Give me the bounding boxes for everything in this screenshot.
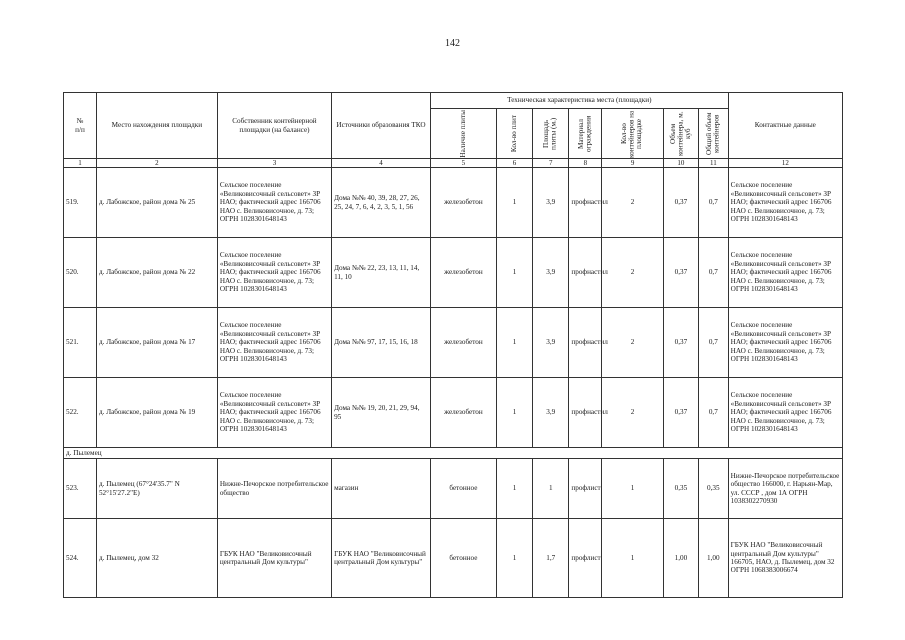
row-num: 520. [64,238,97,308]
row-base: железобетон [430,308,496,378]
column-number: 3 [217,159,331,168]
row-fence-material: профнастил [569,308,602,378]
row-sources: ГБУК НАО "Великовисочный центральный Дом культуры" [332,519,431,598]
row-total-volume: 0,7 [699,238,729,308]
row-container-count: 2 [602,238,664,308]
row-contacts: Сельское поселение «Великовисочный сельсовет» ЗР НАО; фактический адрес 166706 НАО с. Великовисочное, д. 73; ОГРН 1028301648143 [728,168,842,238]
table-row [64,238,843,308]
column-number: 12 [728,159,842,168]
row-num: 519. [64,168,97,238]
row-fence-material: профлист [569,519,602,598]
row-slab-area: 1 [533,459,569,519]
row-total-volume: 1,00 [699,519,729,598]
column-number: 2 [96,159,217,168]
column-number: 10 [663,159,698,168]
row-total-volume: 0,7 [699,378,729,448]
row-base: железобетон [430,168,496,238]
row-location: д. Лабожское, район дома № 17 [96,308,217,378]
row-owner: Сельское поселение «Великовисочный сельсовет» ЗР НАО; фактический адрес 166706 НАО с. Великовисочное, д. 73; ОГРН 1028301648143 [217,168,331,238]
row-slab-count: 1 [496,519,532,598]
column-number: 7 [533,159,569,168]
table-row [64,378,843,448]
row-location: д. Лабожское, район дома № 19 [96,378,217,448]
row-slab-area: 3,9 [533,378,569,448]
header-sources: Источники образования ТКО [332,93,431,159]
column-number: 5 [430,159,496,168]
row-location: д. Лабожское, район дома № 25 [96,168,217,238]
table-row [64,459,843,519]
row-fence-material: профлист [569,459,602,519]
header-base: Наличие плиты [458,109,467,158]
header-container-count: Кол-во контейнеров на площадке [620,109,644,158]
row-sources: Дома №№ 97, 17, 15, 16, 18 [332,308,431,378]
row-sources: магазин [332,459,431,519]
row-num: 521. [64,308,97,378]
table-row [64,168,843,238]
row-slab-area: 3,9 [533,168,569,238]
row-container-volume: 0,37 [663,308,698,378]
row-fence-material: профнастил [569,378,602,448]
header-container-volume: Объем контейнера, м. куб [668,111,692,156]
row-container-count: 1 [602,459,664,519]
row-total-volume: 0,7 [699,308,729,378]
row-container-volume: 0,37 [663,238,698,308]
header-location: Место нахождения площадки [96,93,217,159]
row-total-volume: 0,35 [699,459,729,519]
row-location: д. Пылемец, дом 32 [96,519,217,598]
row-contacts: Сельское поселение «Великовисочный сельсовет» ЗР НАО; фактический адрес 166706 НАО с. Великовисочное, д. 73; ОГРН 1028301648143 [728,378,842,448]
header-slab-count: Кол-во плит [509,114,518,153]
row-slab-count: 1 [496,308,532,378]
table-row [64,308,843,378]
header-num: № п/п [64,93,97,159]
row-fence-material: профнастил [569,238,602,308]
row-owner: ГБУК НАО "Великовисочный центральный Дом культуры" [217,519,331,598]
row-container-volume: 0,37 [663,168,698,238]
row-contacts: Нижне-Печорское потребительское общество 166000, г. Нарьян-Мар, ул. СССР , дом 1А ОГРН 1038302270930 [728,459,842,519]
column-number: 6 [496,159,532,168]
section-row [64,448,843,459]
row-fence-material: профнастил [569,168,602,238]
row-slab-area: 3,9 [533,308,569,378]
row-slab-count: 1 [496,238,532,308]
row-container-count: 1 [602,519,664,598]
column-number: 1 [64,159,97,168]
header-slab-area: Площадь плиты (м.) [542,117,558,150]
row-sources: Дома №№ 19, 20, 21, 29, 94, 95 [332,378,431,448]
row-num: 522. [64,378,97,448]
header-total-volume: Общий объем контейнеров [704,112,721,155]
row-owner: Сельское поселение «Великовисочный сельсовет» ЗР НАО; фактический адрес 166706 НАО с. Великовисочное, д. 73; ОГРН 1028301648143 [217,378,331,448]
row-container-count: 2 [602,378,664,448]
row-owner: Сельское поселение «Великовисочный сельсовет» ЗР НАО; фактический адрес 166706 НАО с. Великовисочное, д. 73; ОГРН 1028301648143 [217,308,331,378]
row-base: железобетон [430,238,496,308]
row-num: 523. [64,459,97,519]
row-location: д. Пылемец (67°24'35.7" N 52°15'27.2"E) [96,459,217,519]
row-slab-count: 1 [496,378,532,448]
row-container-volume: 1,00 [663,519,698,598]
table-row [64,519,843,598]
page-number: 142 [445,38,460,49]
container-sites-table [63,92,843,598]
row-total-volume: 0,7 [699,168,729,238]
header-owner: Собственник контейнерной площадки (на балансе) [217,93,331,159]
column-number: 9 [602,159,664,168]
header-contacts: Контактные данные [728,93,842,159]
row-container-volume: 0,35 [663,459,698,519]
column-number: 4 [332,159,431,168]
column-number: 8 [569,159,602,168]
row-contacts: Сельское поселение «Великовисочный сельсовет» ЗР НАО; фактический адрес 166706 НАО с. Великовисочное, д. 73; ОГРН 1028301648143 [728,238,842,308]
row-base: бетонное [430,519,496,598]
row-contacts: ГБУК НАО "Великовисочный центральный Дом культуры" 166705, НАО, д. Пылемец, дом 32 ОГРН 1068383006674 [728,519,842,598]
column-number: 11 [699,159,729,168]
section-title: д. Пылемец [64,448,843,459]
row-contacts: Сельское поселение «Великовисочный сельсовет» ЗР НАО; фактический адрес 166706 НАО с. Великовисочное, д. 73; ОГРН 1028301648143 [728,308,842,378]
row-owner: Нижне-Печорское потребительское общество [217,459,331,519]
row-base: железобетон [430,378,496,448]
row-base: бетонное [430,459,496,519]
row-slab-count: 1 [496,168,532,238]
row-sources: Дома №№ 22, 23, 13, 11, 14, 11, 10 [332,238,431,308]
row-owner: Сельское поселение «Великовисочный сельсовет» ЗР НАО; фактический адрес 166706 НАО с. Великовисочное, д. 73; ОГРН 1028301648143 [217,238,331,308]
row-location: д. Лабожское, район дома № 22 [96,238,217,308]
column-number-row [64,159,843,168]
row-container-count: 2 [602,308,664,378]
row-sources: Дома №№ 40, 39, 28, 27, 26, 25, 24, 7, 6, 4, 2, 3, 5, 1, 56 [332,168,431,238]
row-container-volume: 0,37 [663,378,698,448]
row-container-count: 2 [602,168,664,238]
row-num: 524. [64,519,97,598]
row-slab-area: 3,9 [533,238,569,308]
header-fence-material: Материал ограждения [576,115,593,152]
header-tech-group: Техническая характеристика места (площадки) [430,93,728,109]
row-slab-count: 1 [496,459,532,519]
row-slab-area: 1,7 [533,519,569,598]
